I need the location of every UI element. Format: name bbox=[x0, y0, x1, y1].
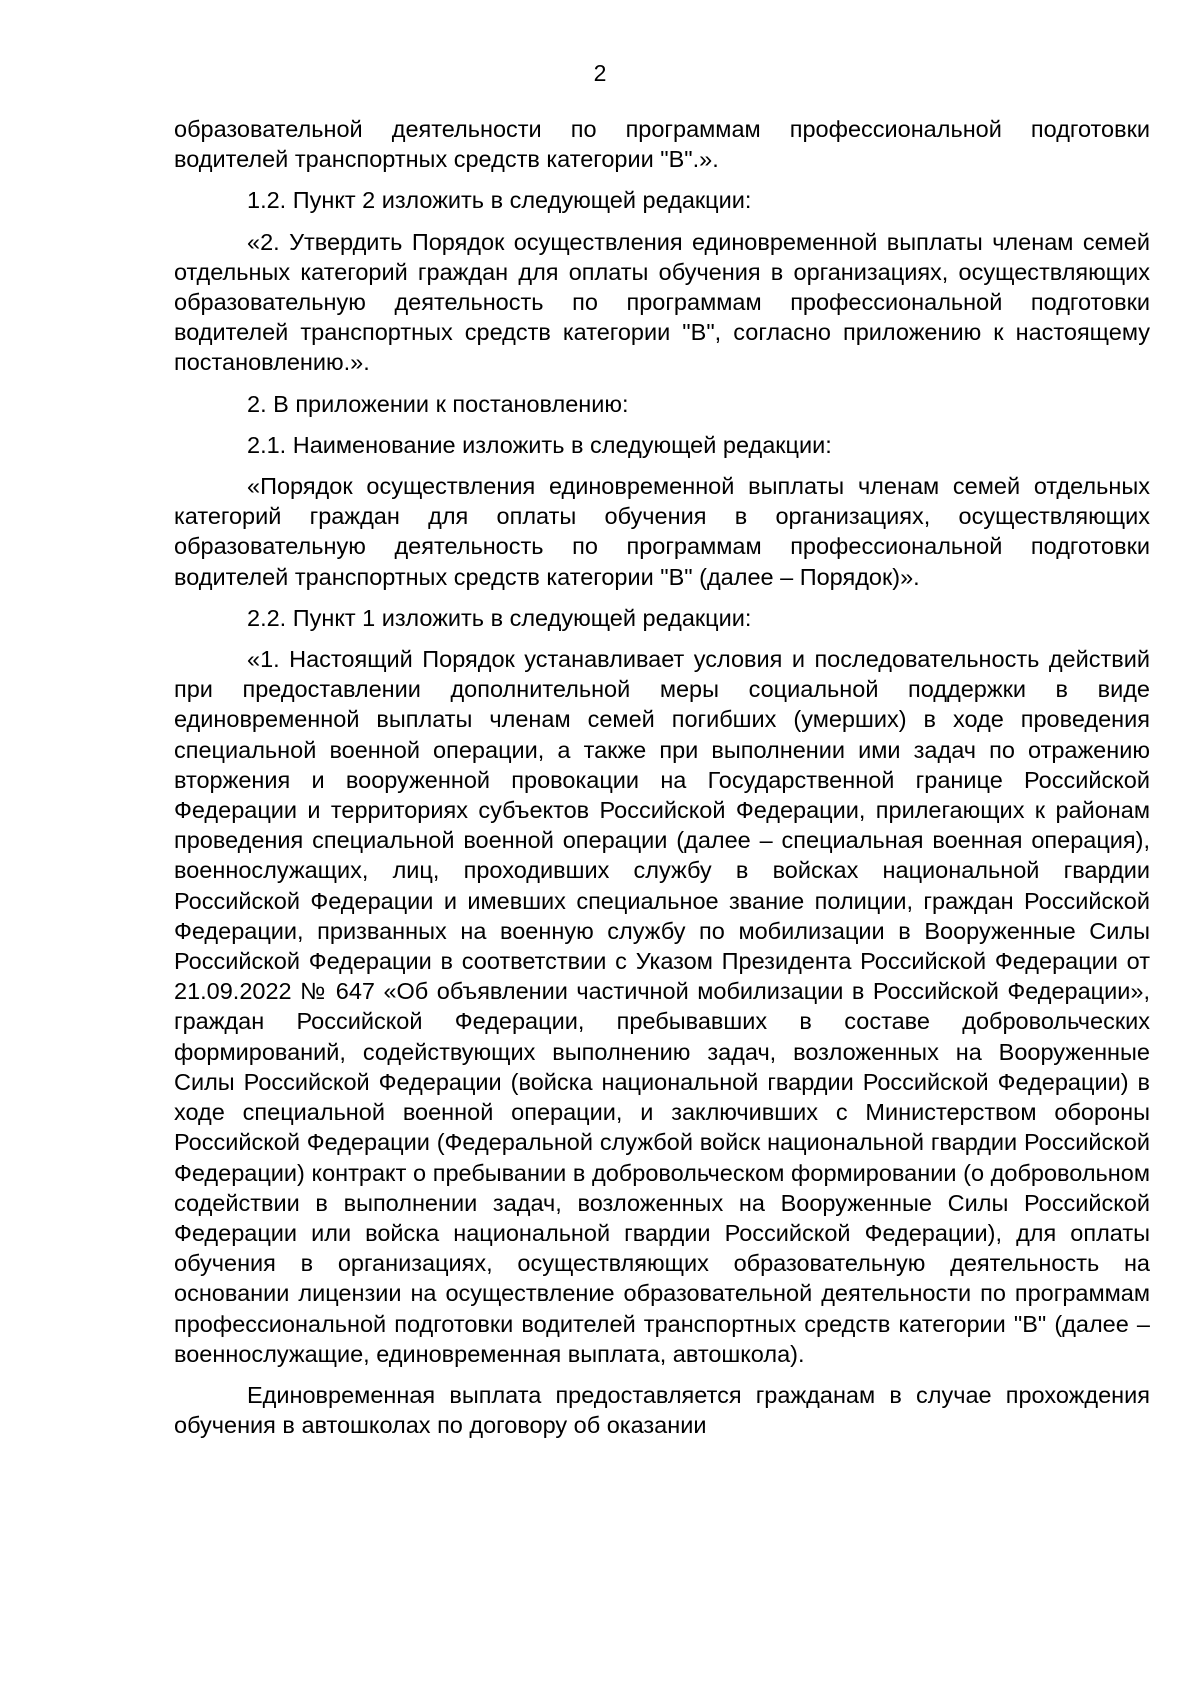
paragraph-one-time-payment: Единовременная выплата предоставляется гражданам в случае прохождения обучения в автошколах по договору об оказании bbox=[174, 1381, 1150, 1439]
paragraph-item-1-quote: «1. Настоящий Порядок устанавливает условия и последовательность действий при предоставлении дополнительной меры социальной поддержки в виде единовременной выплаты членам семей погибших (умерших) в ходе проведения специальной военной операции, а также при выполнении ими задач по отражению вторжения и вооруженной провокации на Государственной границе Российской Федерации и территориях субъектов Российской Федерации, прилегающих к районам проведения специальной военной операции (далее – специальная военная операция), военнослужащих, лиц, проходивших службу в войсках национальной гвардии Российской Федерации и имевших специальное звание полиции, граждан Российской Федерации, призванных на военную службу по мобилизации в Вооруженные Силы Российской Федерации в соответствии с Указом Президента Российской Федерации от 21.09.2022 № 647 «Об объявлении частичной мобилизации в Российской Федерации», граждан Российской Федерации, пребывавших в составе добровольческих формирований, содействующих выполнению задач, возложенных на Вооруженные Силы Российской Федерации (войска национальной гвардии Российской Федерации) в ходе специальной военной операции, и заключивших с Министерством обороны Российской Федерации (Федеральной службой войск национальной гвардии Российской Федерации) контракт о пребывании в добровольческом формировании (о добровольном содействии в выполнении задач, возложенных на Вооруженные Силы Российской Федерации или войска национальной гвардии Российской Федерации), для оплаты обучения в организациях, осуществляющих образовательную деятельность на основании лицензии на осуществление образовательной деятельности по программам профессиональной подготовки водителей транспортных средств категории "В" (далее – военнослужащие, единовременная выплата, автошкола). bbox=[174, 646, 1150, 1367]
paragraph-item-2: 2. В приложении к постановлению: bbox=[247, 390, 629, 417]
document-body bbox=[174, 114, 1150, 1440]
paragraph-item-2-2: 2.2. Пункт 1 изложить в следующей редакции: bbox=[247, 604, 752, 631]
paragraph-continuation: образовательной деятельности по программам профессиональной подготовки водителей транспортных средств категории "В".». bbox=[174, 116, 1150, 173]
page-number: 2 bbox=[593, 60, 607, 86]
paragraph-item-2-1: 2.1. Наименование изложить в следующей редакции: bbox=[247, 431, 832, 458]
paragraph-item-1-2: 1.2. Пункт 2 изложить в следующей редакции: bbox=[247, 187, 752, 214]
paragraph-item-2-quote: «2. Утвердить Порядок осуществления единовременной выплаты членам семей отдельных категорий граждан для оплаты обучения в организациях, осуществляющих образовательную деятельность по программам профессиональной подготовки водителей транспортных средств категории "В", согласно приложению к настоящему постановлению.». bbox=[174, 228, 1150, 376]
paragraph-procedure-title-quote: «Порядок осуществления единовременной выплаты членам семей отдельных категорий граждан для оплаты обучения в организациях, осуществляющих образовательную деятельность по программам профессиональной подготовки водителей транспортных средств категории "В" (далее – Порядок)». bbox=[174, 473, 1150, 590]
